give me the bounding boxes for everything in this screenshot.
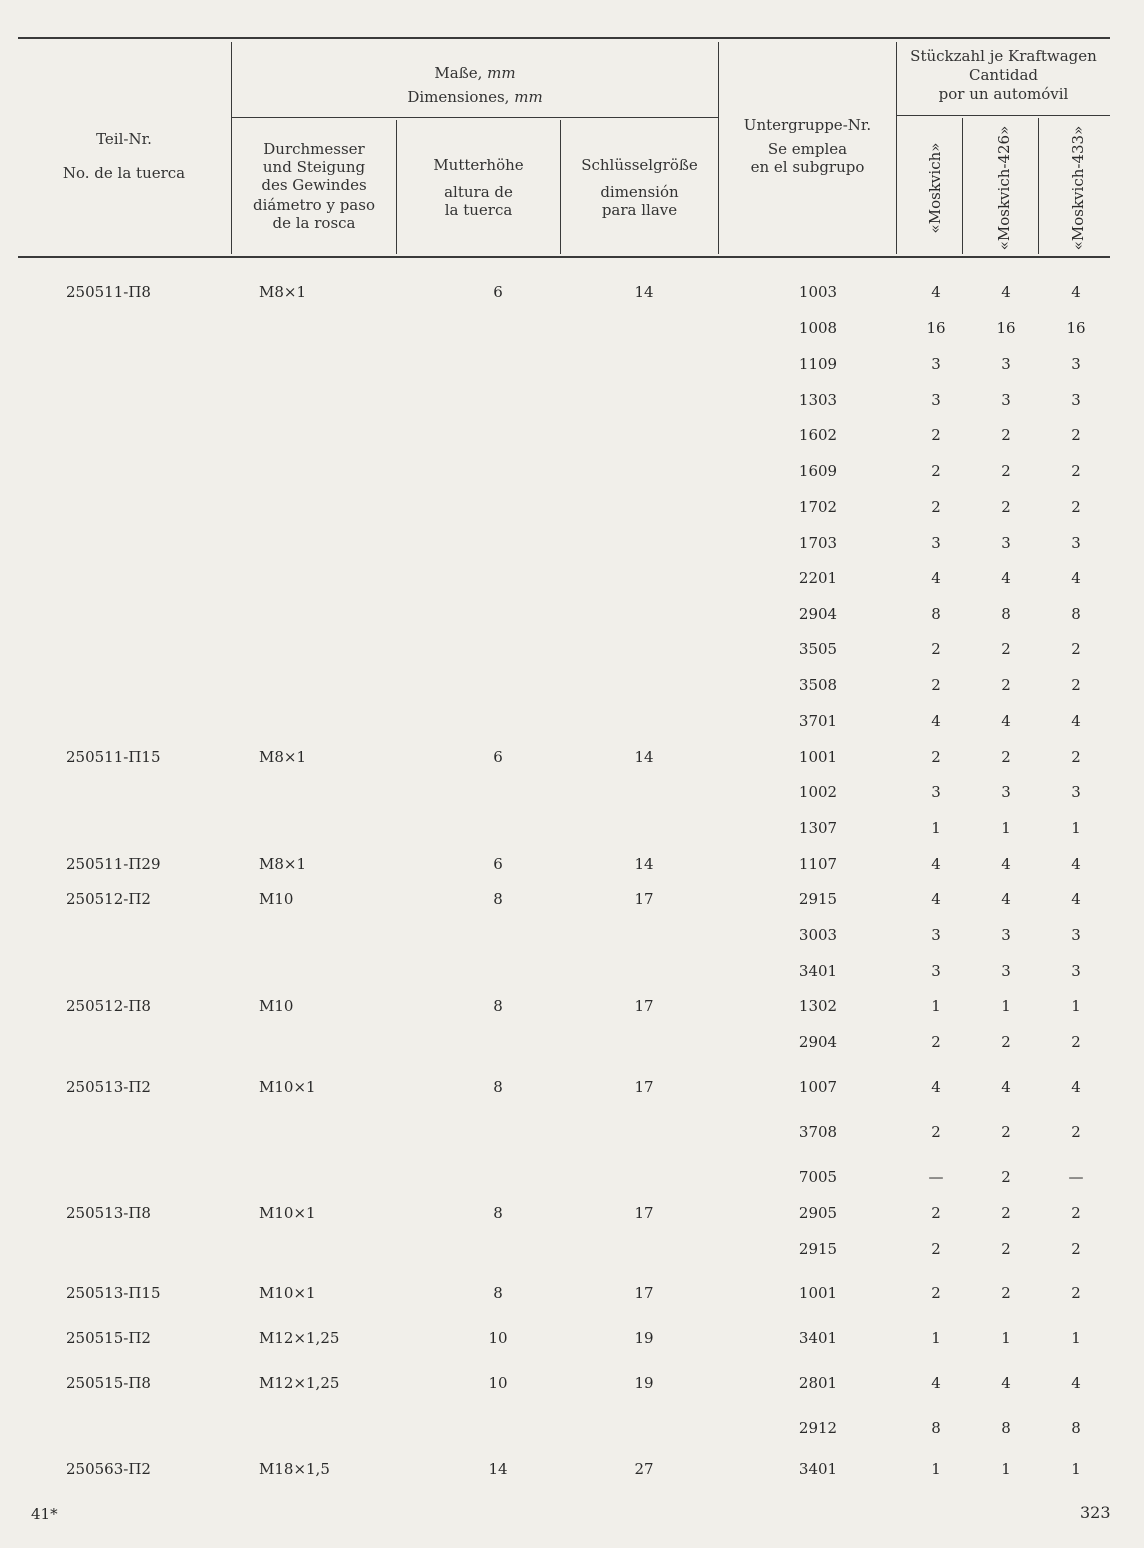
- part-number: 250513-П15: [66, 1284, 161, 1302]
- quantity-model-1: 4: [931, 855, 941, 873]
- quantity-model-2: 2: [1001, 426, 1011, 444]
- part-number: 250511-П8: [66, 283, 151, 301]
- subgroup-number: 2905: [798, 1204, 838, 1222]
- header-model-moskvich: «Moskvich»: [926, 142, 944, 234]
- quantity-model-3: 1: [1071, 819, 1081, 837]
- wrench-size: 17: [634, 997, 654, 1015]
- subgroup-number: 1702: [798, 498, 838, 516]
- thread-size: M12×1,25: [259, 1329, 340, 1347]
- quantity-model-1: 2: [931, 676, 941, 694]
- wrench-size: 17: [634, 890, 654, 908]
- quantity-model-2: 1: [1001, 997, 1011, 1015]
- quantity-model-3: 4: [1071, 569, 1081, 587]
- wrench-size: 14: [634, 283, 654, 301]
- thread-size: M10×1: [259, 1284, 316, 1302]
- subgroup-number: 1302: [798, 997, 838, 1015]
- quantity-model-1: 2: [931, 498, 941, 516]
- subgroup-number: 1307: [798, 819, 838, 837]
- quantity-model-3: 2: [1071, 1284, 1081, 1302]
- thread-size: M12×1,25: [259, 1374, 340, 1392]
- quantity-model-3: 4: [1071, 283, 1081, 301]
- quantity-model-3: 3: [1071, 534, 1081, 552]
- quantity-model-3: 1: [1071, 1329, 1081, 1347]
- wrench-size: 19: [634, 1374, 654, 1392]
- quantity-model-1: 2: [931, 1033, 941, 1051]
- subgroup-number: 1602: [798, 426, 838, 444]
- subgroup-number: 1703: [798, 534, 838, 552]
- quantity-model-1: 3: [931, 534, 941, 552]
- part-number: 250515-П2: [66, 1329, 151, 1347]
- quantity-model-1: 16: [926, 319, 946, 337]
- subgroup-number: 1001: [798, 1284, 838, 1302]
- quantity-model-2: 1: [1001, 1460, 1011, 1478]
- quantity-model-3: 2: [1071, 1033, 1081, 1051]
- quantity-model-1: 8: [931, 1419, 941, 1437]
- subgroup-number: 2201: [798, 569, 838, 587]
- quantity-model-2: 3: [1001, 534, 1011, 552]
- subgroup-number: 1109: [798, 355, 838, 373]
- nut-height: 14: [488, 1460, 508, 1478]
- nut-height: 8: [493, 890, 503, 908]
- quantity-model-1: 2: [931, 640, 941, 658]
- quantity-model-2: 1: [1001, 1329, 1011, 1347]
- subgroup-number: 1007: [798, 1078, 838, 1096]
- wrench-size: 19: [634, 1329, 654, 1347]
- part-number: 250511-П15: [66, 748, 161, 766]
- footer-page-mark: 41*: [31, 1505, 58, 1523]
- quantity-model-2: 4: [1001, 890, 1011, 908]
- nut-height: 8: [493, 1078, 503, 1096]
- thread-size: M8×1: [259, 748, 307, 766]
- quantity-model-2: 2: [1001, 1284, 1011, 1302]
- thread-size: M8×1: [259, 283, 307, 301]
- quantity-model-3: 8: [1071, 1419, 1081, 1437]
- header-part-no: Teil-Nr. No. de la tuerca: [62, 130, 186, 182]
- subgroup-number: 2904: [798, 605, 838, 623]
- subgroup-number: 3401: [798, 1460, 838, 1478]
- quantity-model-2: 2: [1001, 1240, 1011, 1258]
- quantity-model-2: 4: [1001, 283, 1011, 301]
- wrench-size: 14: [634, 748, 654, 766]
- part-number: 250563-П2: [66, 1460, 151, 1478]
- header-dimensions: Maße, mm Dimensiones, mm: [407, 64, 543, 106]
- quantity-model-2: 2: [1001, 1168, 1011, 1186]
- quantity-model-2: 4: [1001, 712, 1011, 730]
- quantity-model-1: 2: [931, 748, 941, 766]
- quantity-model-2: 2: [1001, 640, 1011, 658]
- quantity-model-2: 8: [1001, 605, 1011, 623]
- subgroup-number: 1003: [798, 283, 838, 301]
- quantity-model-1: 4: [931, 283, 941, 301]
- part-number: 250513-П8: [66, 1204, 151, 1222]
- quantity-model-2: 1: [1001, 819, 1011, 837]
- quantity-model-1: 4: [931, 1374, 941, 1392]
- quantity-model-3: 3: [1071, 391, 1081, 409]
- subgroup-number: 1002: [798, 783, 838, 801]
- subgroup-number: 3508: [798, 676, 838, 694]
- quantity-model-2: 3: [1001, 783, 1011, 801]
- quantity-model-3: 2: [1071, 1204, 1081, 1222]
- quantity-model-1: 1: [931, 1460, 941, 1478]
- quantity-model-2: 2: [1001, 1204, 1011, 1222]
- quantity-model-2: 2: [1001, 748, 1011, 766]
- quantity-model-2: 4: [1001, 1078, 1011, 1096]
- thread-size: M18×1,5: [259, 1460, 330, 1478]
- dimensions-underline: [232, 117, 718, 118]
- quantity-model-3: 4: [1071, 1078, 1081, 1096]
- part-number: 250511-П29: [66, 855, 161, 873]
- quantity-model-3: 2: [1071, 640, 1081, 658]
- quantity-model-3: 2: [1071, 462, 1081, 480]
- quantity-model-1: 3: [931, 783, 941, 801]
- quantity-model-3: 16: [1066, 319, 1086, 337]
- thread-size: M10×1: [259, 1078, 316, 1096]
- quantity-model-1: 2: [931, 1204, 941, 1222]
- subgroup-number: 1008: [798, 319, 838, 337]
- quantity-model-2: 3: [1001, 355, 1011, 373]
- page-number: 323: [1080, 1503, 1111, 1522]
- subgroup-number: 1609: [798, 462, 838, 480]
- quantity-model-2: 2: [1001, 676, 1011, 694]
- subgroup-number: 2801: [798, 1374, 838, 1392]
- thread-size: M10×1: [259, 1204, 316, 1222]
- subgroup-number: 7005: [798, 1168, 838, 1186]
- subgroup-number: 3505: [798, 640, 838, 658]
- top-rule: [18, 37, 1110, 39]
- header-nut-height: Mutterhöhe altura de la tuerca: [433, 156, 524, 219]
- quantity-model-1: 2: [931, 1123, 941, 1141]
- subgroup-number: 2904: [798, 1033, 838, 1051]
- quantity-model-3: 3: [1071, 355, 1081, 373]
- subgroup-number: 1303: [798, 391, 838, 409]
- quantity-model-2: 3: [1001, 391, 1011, 409]
- quantity-model-2: 3: [1001, 926, 1011, 944]
- part-number: 250512-П8: [66, 997, 151, 1015]
- thread-size: M10: [259, 997, 294, 1015]
- quantity-model-1: —: [928, 1168, 944, 1186]
- wrench-size: 14: [634, 855, 654, 873]
- subgroup-number: 3003: [798, 926, 838, 944]
- quantity-model-1: 4: [931, 1078, 941, 1096]
- header-quantity: Stückzahl je Kraftwagen Cantidad por un automóvil: [910, 47, 1097, 103]
- quantity-model-3: 1: [1071, 1460, 1081, 1478]
- nut-height: 6: [493, 283, 503, 301]
- nut-height: 10: [488, 1329, 508, 1347]
- quantity-model-3: 8: [1071, 605, 1081, 623]
- subgroup-number: 2915: [798, 890, 838, 908]
- header-model-moskvich-426: «Moskvich-426»: [995, 125, 1013, 251]
- header-bottom-rule: [18, 256, 1110, 258]
- subgroup-number: 3401: [798, 1329, 838, 1347]
- quantity-model-1: 1: [931, 997, 941, 1015]
- quantity-model-3: 2: [1071, 1123, 1081, 1141]
- wrench-size: 17: [634, 1078, 654, 1096]
- quantity-model-1: 2: [931, 426, 941, 444]
- subgroup-number: 3708: [798, 1123, 838, 1141]
- quantity-model-2: 3: [1001, 962, 1011, 980]
- header-wrench-size: Schlüsselgröße dimensión para llave: [581, 156, 698, 219]
- quantity-model-3: 1: [1071, 997, 1081, 1015]
- quantity-model-2: 2: [1001, 1123, 1011, 1141]
- subgroup-number: 2912: [798, 1419, 838, 1437]
- quantity-model-1: 1: [931, 819, 941, 837]
- subgroup-number: 2915: [798, 1240, 838, 1258]
- quantity-model-1: 3: [931, 926, 941, 944]
- subgroup-number: 1107: [798, 855, 838, 873]
- thread-size: M8×1: [259, 855, 307, 873]
- quantity-model-2: 2: [1001, 498, 1011, 516]
- quantity-model-2: 4: [1001, 855, 1011, 873]
- subgroup-number: 1001: [798, 748, 838, 766]
- quantity-model-3: 2: [1071, 676, 1081, 694]
- quantity-model-3: —: [1068, 1168, 1084, 1186]
- quantity-model-1: 8: [931, 605, 941, 623]
- quantity-model-1: 4: [931, 569, 941, 587]
- nut-height: 6: [493, 748, 503, 766]
- quantity-model-1: 2: [931, 1240, 941, 1258]
- quantity-model-3: 4: [1071, 890, 1081, 908]
- quantity-model-2: 16: [996, 319, 1016, 337]
- col-divider: [1038, 118, 1039, 254]
- quantity-model-1: 2: [931, 462, 941, 480]
- quantity-model-3: 3: [1071, 926, 1081, 944]
- subgroup-number: 3701: [798, 712, 838, 730]
- header-subgroup: Untergruppe-Nr. Se emplea en el subgrupo: [743, 116, 872, 176]
- quantity-model-3: 2: [1071, 748, 1081, 766]
- header-thread: Durchmesser und Steigung des Gewindes diámetro y paso de la rosca: [253, 140, 375, 232]
- quantity-model-3: 2: [1071, 498, 1081, 516]
- quantity-model-3: 4: [1071, 712, 1081, 730]
- quantity-model-1: 3: [931, 391, 941, 409]
- quantity-model-3: 2: [1071, 1240, 1081, 1258]
- quantity-model-2: 8: [1001, 1419, 1011, 1437]
- part-number: 250513-П2: [66, 1078, 151, 1096]
- quantity-model-2: 2: [1001, 1033, 1011, 1051]
- quantity-model-3: 4: [1071, 855, 1081, 873]
- quantity-model-2: 2: [1001, 462, 1011, 480]
- nut-height: 6: [493, 855, 503, 873]
- col-divider: [962, 118, 963, 254]
- quantity-model-3: 3: [1071, 962, 1081, 980]
- nut-height: 8: [493, 997, 503, 1015]
- wrench-size: 17: [634, 1204, 654, 1222]
- subgroup-number: 3401: [798, 962, 838, 980]
- header-model-moskvich-433: «Moskvich-433»: [1069, 125, 1087, 251]
- quantity-model-2: 4: [1001, 569, 1011, 587]
- nut-height: 10: [488, 1374, 508, 1392]
- quantity-model-3: 3: [1071, 783, 1081, 801]
- quantity-model-3: 2: [1071, 426, 1081, 444]
- quantity-model-1: 2: [931, 1284, 941, 1302]
- quantity-model-3: 4: [1071, 1374, 1081, 1392]
- thread-size: M10: [259, 890, 294, 908]
- quantity-model-1: 1: [931, 1329, 941, 1347]
- wrench-size: 17: [634, 1284, 654, 1302]
- part-number: 250512-П2: [66, 890, 151, 908]
- nut-height: 8: [493, 1204, 503, 1222]
- part-number: 250515-П8: [66, 1374, 151, 1392]
- wrench-size: 27: [634, 1460, 654, 1478]
- quantity-model-1: 3: [931, 962, 941, 980]
- quantity-model-1: 3: [931, 355, 941, 373]
- quantity-model-1: 4: [931, 712, 941, 730]
- quantity-model-1: 4: [931, 890, 941, 908]
- nut-height: 8: [493, 1284, 503, 1302]
- quantity-model-2: 4: [1001, 1374, 1011, 1392]
